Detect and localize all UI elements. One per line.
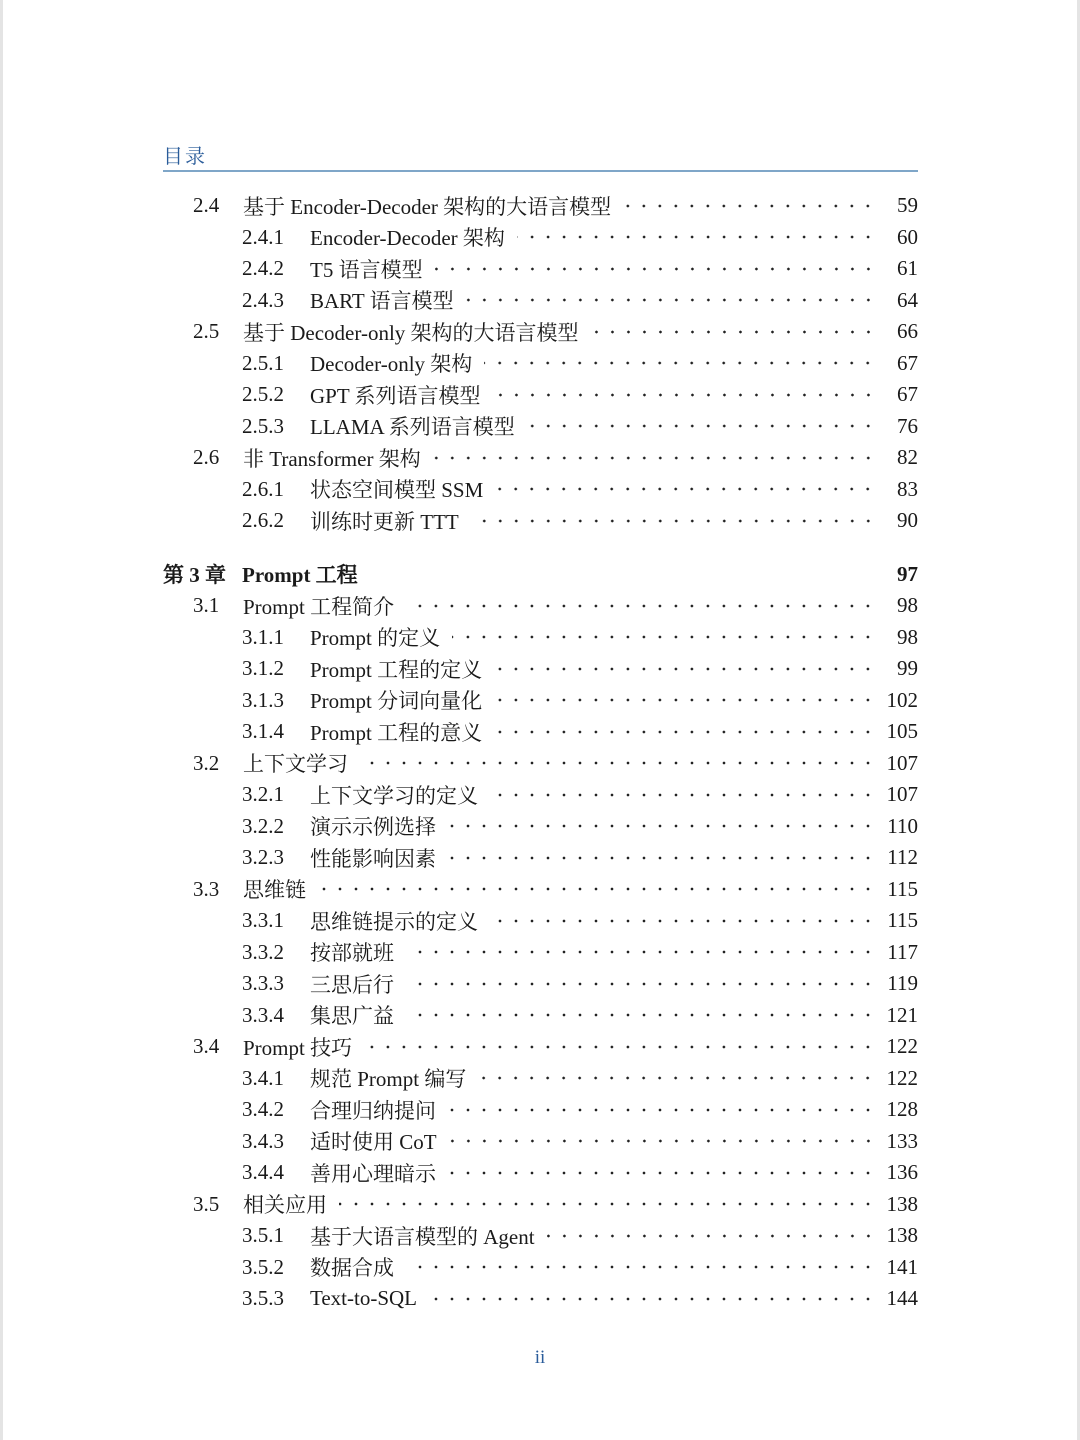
toc-entry-page: 83 xyxy=(897,476,918,501)
toc-entry-number: 3.4.2 xyxy=(242,1097,284,1122)
dot-leader xyxy=(494,658,876,680)
toc-entry-title: 按部就班 xyxy=(310,937,400,967)
toc-entry-number: 2.5.2 xyxy=(242,382,284,407)
dot-leader xyxy=(448,815,876,837)
toc-entry-page: 59 xyxy=(897,193,918,218)
toc-entry-title: 善用心理暗示 xyxy=(310,1158,442,1188)
toc-entry-number: 3.3.1 xyxy=(242,908,284,933)
toc-entry-page: 117 xyxy=(887,939,918,964)
toc-entry-number: 2.5 xyxy=(193,319,220,344)
toc-entry-number: 2.4 xyxy=(193,193,220,218)
dot-leader xyxy=(471,510,876,532)
toc-entry-page: 115 xyxy=(887,876,918,901)
toc-entry-title: 上下文学习 xyxy=(243,748,354,778)
toc-entry-title: 思维链提示的定义 xyxy=(310,906,484,936)
toc-entry-title: Decoder-only 架构 xyxy=(310,348,478,378)
toc-entry-title: 训练时更新 TTT xyxy=(310,506,465,536)
dot-leader xyxy=(406,1004,876,1026)
dot-leader xyxy=(406,1256,876,1278)
toc-entry-number: 3.5.2 xyxy=(242,1254,284,1279)
toc-entry-number: 3.1 xyxy=(193,593,220,618)
toc-entry-number: 3.3.3 xyxy=(242,971,284,996)
toc-entry-page: 99 xyxy=(897,656,918,681)
toc-entry-page: 115 xyxy=(887,908,918,933)
toc-entry-page: 90 xyxy=(897,508,918,533)
dot-leader xyxy=(466,289,876,311)
toc-entry-number: 2.4.1 xyxy=(242,224,284,249)
toc-entry-title: 三思后行 xyxy=(310,969,400,999)
dot-leader xyxy=(435,258,876,280)
dot-leader xyxy=(448,1099,876,1121)
toc-entry-page: 67 xyxy=(897,350,918,375)
toc-entry-number: 3.4 xyxy=(193,1034,220,1059)
dot-leader xyxy=(406,973,876,995)
dot-leader xyxy=(449,1130,876,1152)
toc-entry-number: 3.1.1 xyxy=(242,624,284,649)
toc-entry-page: 122 xyxy=(886,1034,918,1059)
toc-entry-title: LLAMA 系列语言模型 xyxy=(310,411,521,441)
toc-entry-title: Prompt 工程的意义 xyxy=(310,717,488,747)
toc-entry-number: 3.4.4 xyxy=(242,1160,284,1185)
dot-leader xyxy=(364,1036,876,1058)
toc-entry-title: Prompt 工程 xyxy=(242,559,364,589)
toc-entry-chapter[interactable] xyxy=(163,559,918,591)
toc-entry-sub[interactable] xyxy=(163,1157,918,1189)
dot-leader xyxy=(429,1288,876,1310)
toc-entry-title: 上下文学习的定义 xyxy=(310,780,484,810)
toc-entry-page: 64 xyxy=(897,287,918,312)
toc-entry-section[interactable] xyxy=(163,316,918,348)
toc-entry-number: 第 3 章 xyxy=(163,563,226,588)
toc-entry-page: 112 xyxy=(887,845,918,870)
dot-leader xyxy=(490,784,876,806)
toc-entry-number: 3.5.1 xyxy=(242,1223,284,1248)
toc-entry-number: 3.2.2 xyxy=(242,813,284,838)
toc-entry-title: 性能影响因素 xyxy=(310,843,442,873)
toc-entry-page: 98 xyxy=(897,593,918,618)
toc-entry-title: 合理归纳提问 xyxy=(310,1095,442,1125)
toc-entry-sub[interactable] xyxy=(163,1063,918,1095)
toc-entry-section[interactable] xyxy=(163,1189,918,1221)
dot-leader xyxy=(448,1162,876,1184)
dot-leader xyxy=(623,195,876,217)
toc-entry-title: Prompt 的定义 xyxy=(310,622,446,652)
toc-entry-sub[interactable] xyxy=(163,348,918,380)
dot-leader xyxy=(406,941,876,963)
toc-entry-title: 基于 Decoder-only 架构的大语言模型 xyxy=(243,317,585,347)
toc-entry-page: 128 xyxy=(886,1097,918,1122)
toc-entry-sub[interactable] xyxy=(163,779,918,811)
dot-leader xyxy=(318,878,876,900)
toc-entry-page: 121 xyxy=(886,1002,918,1027)
toc-entry-title: Prompt 分词向量化 xyxy=(310,685,488,715)
dot-leader xyxy=(484,352,876,374)
toc-entry-sub[interactable] xyxy=(163,1000,918,1032)
dot-leader xyxy=(452,626,876,648)
toc-entry-page: 76 xyxy=(897,413,918,438)
toc-entry-title: T5 语言模型 xyxy=(310,254,429,284)
toc-entry-sub[interactable] xyxy=(163,411,918,443)
toc-entry-number: 3.2.3 xyxy=(242,845,284,870)
dot-leader xyxy=(490,910,876,932)
dot-leader xyxy=(478,1067,876,1089)
toc-entry-page: 138 xyxy=(886,1223,918,1248)
toc-entry-title: 非 Transformer 架构 xyxy=(243,443,427,473)
toc-entry-number: 2.5.1 xyxy=(242,350,284,375)
toc-entry-title: 思维链 xyxy=(243,874,312,904)
toc-entry-sub[interactable] xyxy=(163,716,918,748)
toc-entry-number: 3.1.3 xyxy=(242,687,284,712)
toc-entry-page: 60 xyxy=(897,224,918,249)
toc-entry-sub[interactable] xyxy=(163,1283,918,1315)
dot-leader xyxy=(433,447,876,469)
toc-entry-sub[interactable] xyxy=(163,685,918,717)
toc-entry-sub[interactable] xyxy=(163,842,918,874)
dot-leader xyxy=(360,752,876,774)
toc-entry-section[interactable] xyxy=(163,748,918,780)
toc-entry-title: Text-to-SQL xyxy=(310,1286,423,1311)
toc-entry-page: 97 xyxy=(897,561,918,586)
dot-leader xyxy=(448,847,876,869)
toc-entry-page: 136 xyxy=(886,1160,918,1185)
toc-entry-page: 141 xyxy=(886,1254,918,1279)
dot-leader xyxy=(406,595,876,617)
toc-entry-sub[interactable] xyxy=(163,379,918,411)
toc-entry-title: Prompt 技巧 xyxy=(243,1032,358,1062)
toc-entry-title: 演示示例选择 xyxy=(310,811,442,841)
dot-leader xyxy=(493,384,876,406)
toc-entry-number: 2.4.3 xyxy=(242,287,284,312)
toc-entry-sub[interactable] xyxy=(163,622,918,654)
toc-entry-page: 138 xyxy=(886,1191,918,1216)
dot-leader xyxy=(339,1193,876,1215)
toc-entry-title: 规范 Prompt 编写 xyxy=(310,1063,472,1093)
toc-entry-sub[interactable] xyxy=(163,253,918,285)
page-edge-left xyxy=(0,0,3,1440)
page-header xyxy=(163,140,918,172)
page-title: 目录 xyxy=(163,146,207,168)
dot-leader xyxy=(494,721,876,743)
toc-entry-number: 3.3.2 xyxy=(242,939,284,964)
toc-entry-page: 98 xyxy=(897,624,918,649)
toc-entry-title: 基于大语言模型的 Agent xyxy=(310,1221,541,1251)
toc-entry-page: 107 xyxy=(886,782,918,807)
toc-entry-number: 2.6 xyxy=(193,445,220,470)
toc-entry-section[interactable] xyxy=(163,590,918,622)
toc-entry-title: Prompt 工程简介 xyxy=(243,591,400,621)
toc-entry-number: 2.6.2 xyxy=(242,508,284,533)
toc-entry-sub[interactable] xyxy=(163,968,918,1000)
toc-entry-section[interactable] xyxy=(163,874,918,906)
dot-leader xyxy=(495,478,876,500)
toc-entry-number: 2.4.2 xyxy=(242,256,284,281)
toc-entry-title: 集思广益 xyxy=(310,1000,400,1030)
toc-entry-sub[interactable] xyxy=(163,811,918,843)
dot-leader xyxy=(494,689,876,711)
toc-entry-section[interactable] xyxy=(163,190,918,222)
toc-entry-number: 3.5 xyxy=(193,1191,220,1216)
toc-entry-page: 110 xyxy=(887,813,918,838)
toc-entry-number: 3.3 xyxy=(193,876,220,901)
toc-entry-number: 2.6.1 xyxy=(242,476,284,501)
toc-entry-number: 2.5.3 xyxy=(242,413,284,438)
toc-entry-title: Prompt 工程的定义 xyxy=(310,654,488,684)
toc-entry-sub[interactable] xyxy=(163,937,918,969)
toc-entry-title: 基于 Encoder-Decoder 架构的大语言模型 xyxy=(243,191,617,221)
toc-entry-page: 82 xyxy=(897,445,918,470)
toc-entry-page: 107 xyxy=(886,750,918,775)
toc-entry-sub[interactable] xyxy=(163,653,918,685)
toc-entry-page: 119 xyxy=(887,971,918,996)
toc-entry-page: 122 xyxy=(886,1065,918,1090)
toc-entry-page: 105 xyxy=(886,719,918,744)
toc-entry-title: 状态空间模型 SSM xyxy=(310,474,489,504)
toc-entry-number: 3.4.1 xyxy=(242,1065,284,1090)
toc-entry-number: 3.2.1 xyxy=(242,782,284,807)
toc-entry-title: BART 语言模型 xyxy=(310,285,460,315)
table-of-contents xyxy=(163,190,918,1315)
page-number: ii xyxy=(534,1347,546,1368)
toc-entry-sub[interactable] xyxy=(163,1220,918,1252)
toc-entry-number: 3.2 xyxy=(193,750,220,775)
toc-entry-section[interactable] xyxy=(163,1031,918,1063)
toc-entry-page: 66 xyxy=(897,319,918,344)
toc-entry-page: 144 xyxy=(886,1286,918,1311)
toc-entry-page: 102 xyxy=(886,687,918,712)
toc-entry-number: 3.4.3 xyxy=(242,1128,284,1153)
toc-entry-page: 133 xyxy=(886,1128,918,1153)
toc-entry-number: 3.3.4 xyxy=(242,1002,284,1027)
toc-entry-title: 适时使用 CoT xyxy=(310,1126,443,1156)
toc-entry-sub[interactable] xyxy=(163,1126,918,1158)
toc-entry-sub[interactable] xyxy=(163,222,918,254)
toc-entry-title: GPT 系列语言模型 xyxy=(310,380,487,410)
toc-entry-sub[interactable] xyxy=(163,285,918,317)
toc-entry-page: 67 xyxy=(897,382,918,407)
toc-entry-title: 相关应用 xyxy=(243,1189,333,1219)
toc-entry-sub[interactable] xyxy=(163,1094,918,1126)
toc-entry-section[interactable] xyxy=(163,442,918,474)
toc-entry-page: 61 xyxy=(897,256,918,281)
dot-leader xyxy=(527,415,876,437)
toc-entry-number: 3.1.2 xyxy=(242,656,284,681)
dot-leader xyxy=(591,321,876,343)
toc-entry-number: 3.5.3 xyxy=(242,1286,284,1311)
toc-entry-sub[interactable] xyxy=(163,1252,918,1284)
toc-entry-title: Encoder-Decoder 架构 xyxy=(310,222,511,252)
dot-leader xyxy=(547,1225,876,1247)
dot-leader xyxy=(517,226,876,248)
toc-entry-number: 3.1.4 xyxy=(242,719,284,744)
toc-entry-sub[interactable] xyxy=(163,505,918,537)
toc-entry-title: 数据合成 xyxy=(310,1252,400,1282)
toc-entry-sub[interactable] xyxy=(163,474,918,506)
toc-entry-sub[interactable] xyxy=(163,905,918,937)
